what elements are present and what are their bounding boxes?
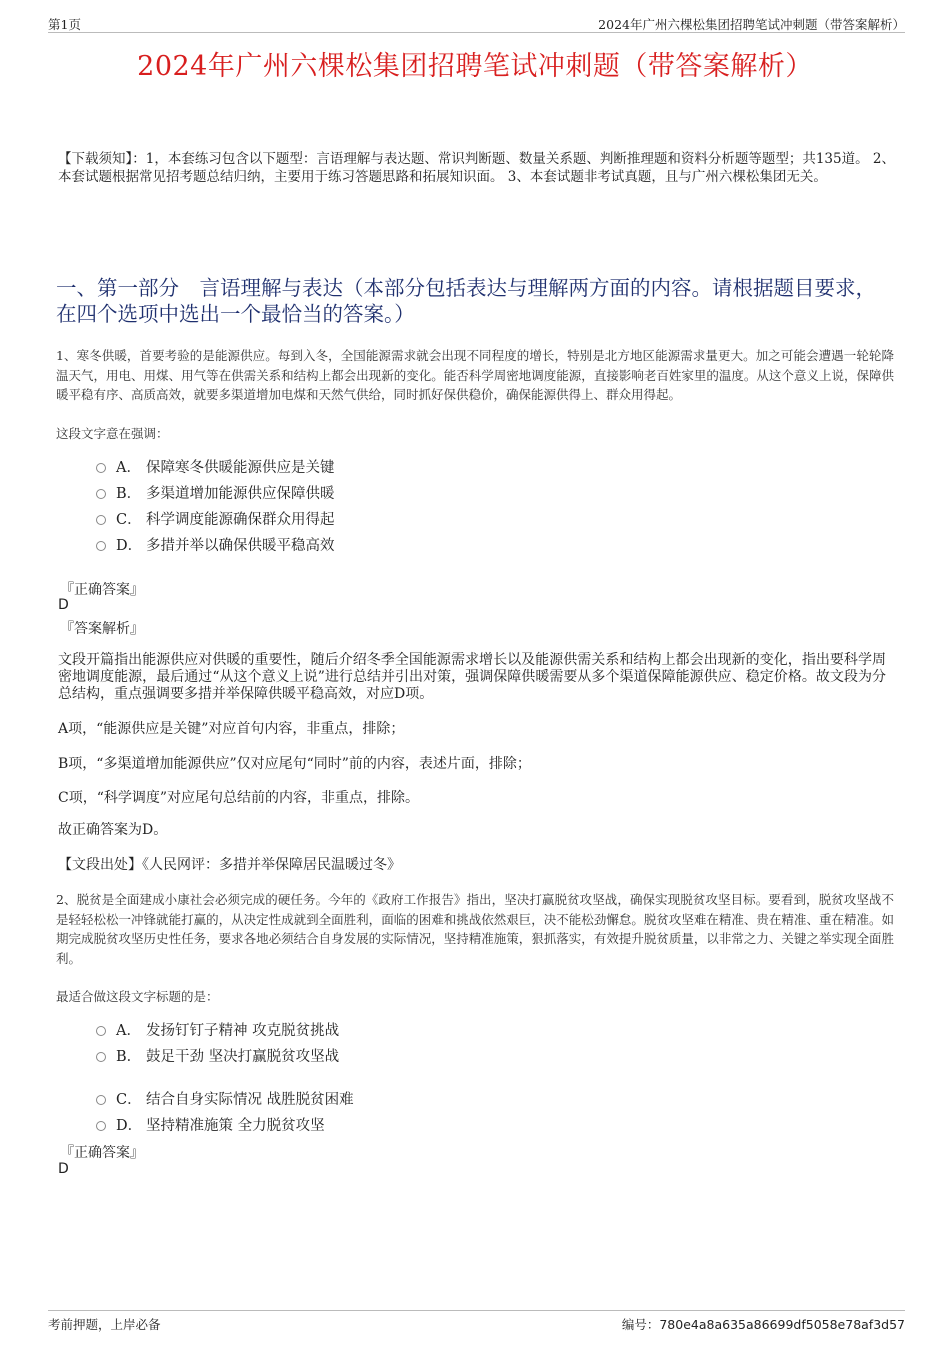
option-text: 科学调度能源确保群众用得起 — [146, 511, 335, 528]
option-text: 坚持精准施策 全力脱贫攻坚 — [146, 1117, 325, 1134]
radio-icon[interactable] — [96, 1026, 106, 1036]
question-2-answer-label: 『正确答案』 — [60, 1145, 144, 1161]
header-doc-title: 2024年广州六棵松集团招聘笔试冲刺题（带答案解析） — [598, 17, 905, 32]
radio-icon[interactable] — [96, 1121, 106, 1131]
question-1-conclusion: 故正确答案为D。 — [58, 822, 168, 838]
question-1-option-b[interactable] — [96, 482, 335, 502]
question-1-analysis-label: 『答案解析』 — [60, 621, 144, 637]
option-text: 鼓足干劲 坚决打赢脱贫攻坚战 — [146, 1048, 340, 1065]
footer-slogan: 考前押题，上岸必备 — [48, 1317, 161, 1332]
question-1-answer-label: 『正确答案』 — [60, 582, 144, 598]
question-1-option-d[interactable] — [96, 534, 335, 554]
option-text: 多措并举以确保供暖平稳高效 — [146, 537, 335, 554]
page-header — [48, 14, 905, 33]
radio-icon[interactable] — [96, 1052, 106, 1062]
question-2-stem: 2、脱贫是全面建成小康社会必须完成的硬任务。今年的《政府工作报告》指出，坚决打赢脱贫攻坚战，确保实现脱贫攻坚目标。要看到，脱贫攻坚战不是轻轻松松一冲锋就能打赢的，从决定性成就到全面胜利，面临的困难和挑战依然艰巨，决不能松劲懈怠。脱贫攻坚难在精准、贵在精准、重在精准。如期完成脱贫攻坚历史性任务，要求各地必须结合自身发展的实际情况，坚持精准施策，狠抓落实，有效提升脱贫质量，以非常之力、关键之举实现全面胜利。 — [56, 892, 894, 966]
question-1-analysis-c: C项，“科学调度”对应尾句总结前的内容，非重点，排除。 — [58, 790, 420, 806]
footer-code-value: 780e4a8a635a86699df5058e78af3d57 — [659, 1317, 905, 1332]
option-letter: B． — [116, 1048, 142, 1065]
download-notice: 【下载须知】：1，本套练习包含以下题型：言语理解与表达题、常识判断题、数量关系题、判断推理题和资料分析题等题型；共135道。 2、本套试题根据常见招考题总结归纳，主要用于练习答题思路和拓展知识面。 3、本套试题非考试真题，且与广州六棵松集团无关。 — [58, 151, 895, 185]
question-1-source: 【文段出处】《人民网评：多措并举保障居民温暖过冬》 — [58, 857, 401, 873]
question-1-analysis-a: A项，“能源供应是关键”对应首句内容，非重点，排除； — [58, 721, 405, 737]
option-letter: B． — [116, 485, 142, 502]
footer-code-label: 编号： — [621, 1317, 660, 1332]
option-text: 多渠道增加能源供应保障供暖 — [146, 485, 335, 502]
footer-code — [622, 1315, 905, 1333]
radio-icon[interactable] — [96, 463, 106, 473]
page-footer — [48, 1310, 905, 1331]
question-1-stem: 1、寒冬供暖，首要考验的是能源供应。每到入冬，全国能源需求就会出现不同程度的增长，特别是北方地区能源需求量更大。加之可能会遭遇一轮轮降温天气，用电、用煤、用气等在供需关系和结构上都会出现新的变化。能否科学周密地调度能源，直接影响老百姓家里的温度。从这个意义上说，保障供暖平稳有序、高质高效，就要多渠道增加电煤和天然气供给，同时抓好保供稳价，确保能源供得上、群众用得起。 — [56, 348, 894, 402]
option-letter: A． — [116, 459, 141, 476]
question-1-prompt: 这段文字意在强调： — [56, 426, 169, 441]
question-1-analysis-paragraph: 文段开篇指出能源供应对供暖的重要性，随后介绍冬季全国能源需求增长以及能源供需关系和结构上都会出现新的变化，指出要科学周密地调度能源，最后通过“从这个意义上说”进行总结并引出对策，强调保障供暖需要从多个渠道保障能源供应、稳定价格。故文段为分总结构，重点强调要多措并举保障供暖平稳高效，对应D项。 — [58, 652, 886, 702]
option-letter: A． — [116, 1022, 141, 1039]
question-1-analysis-b: B项，“多渠道增加能源供应”仅对应尾句“同时”前的内容，表述片面，排除； — [58, 756, 531, 772]
question-2-answer: D — [58, 1161, 69, 1177]
document-title: 2024年广州六棵松集团招聘笔试冲刺题（带答案解析） — [137, 51, 813, 82]
question-1-answer: D — [58, 597, 69, 613]
question-2-option-a[interactable] — [96, 1019, 339, 1039]
option-letter: C． — [116, 1091, 142, 1108]
option-letter: C． — [116, 511, 142, 528]
radio-icon[interactable] — [96, 541, 106, 551]
radio-icon[interactable] — [96, 1095, 106, 1105]
option-letter: D． — [116, 537, 143, 554]
question-2-option-c[interactable] — [96, 1088, 354, 1108]
question-1-option-a[interactable] — [96, 456, 335, 476]
radio-icon[interactable] — [96, 489, 106, 499]
option-letter: D． — [116, 1117, 143, 1134]
question-2-option-d[interactable] — [96, 1114, 325, 1134]
question-2-prompt: 最适合做这段文字标题的是： — [56, 989, 219, 1004]
option-text: 结合自身实际情况 战胜脱贫困难 — [146, 1091, 354, 1108]
option-text: 保障寒冬供暖能源供应是关键 — [146, 459, 335, 476]
option-text: 发扬钉钉子精神 攻克脱贫挑战 — [146, 1022, 340, 1039]
page-number: 第1页 — [48, 17, 81, 32]
radio-icon[interactable] — [96, 515, 106, 525]
section-heading: 一、第一部分 言语理解与表达（本部分包括表达与理解两方面的内容。请根据题目要求，在四个选项中选出一个最恰当的答案。） — [56, 276, 876, 326]
question-1-option-c[interactable] — [96, 508, 335, 528]
question-2-option-b[interactable] — [96, 1045, 339, 1065]
